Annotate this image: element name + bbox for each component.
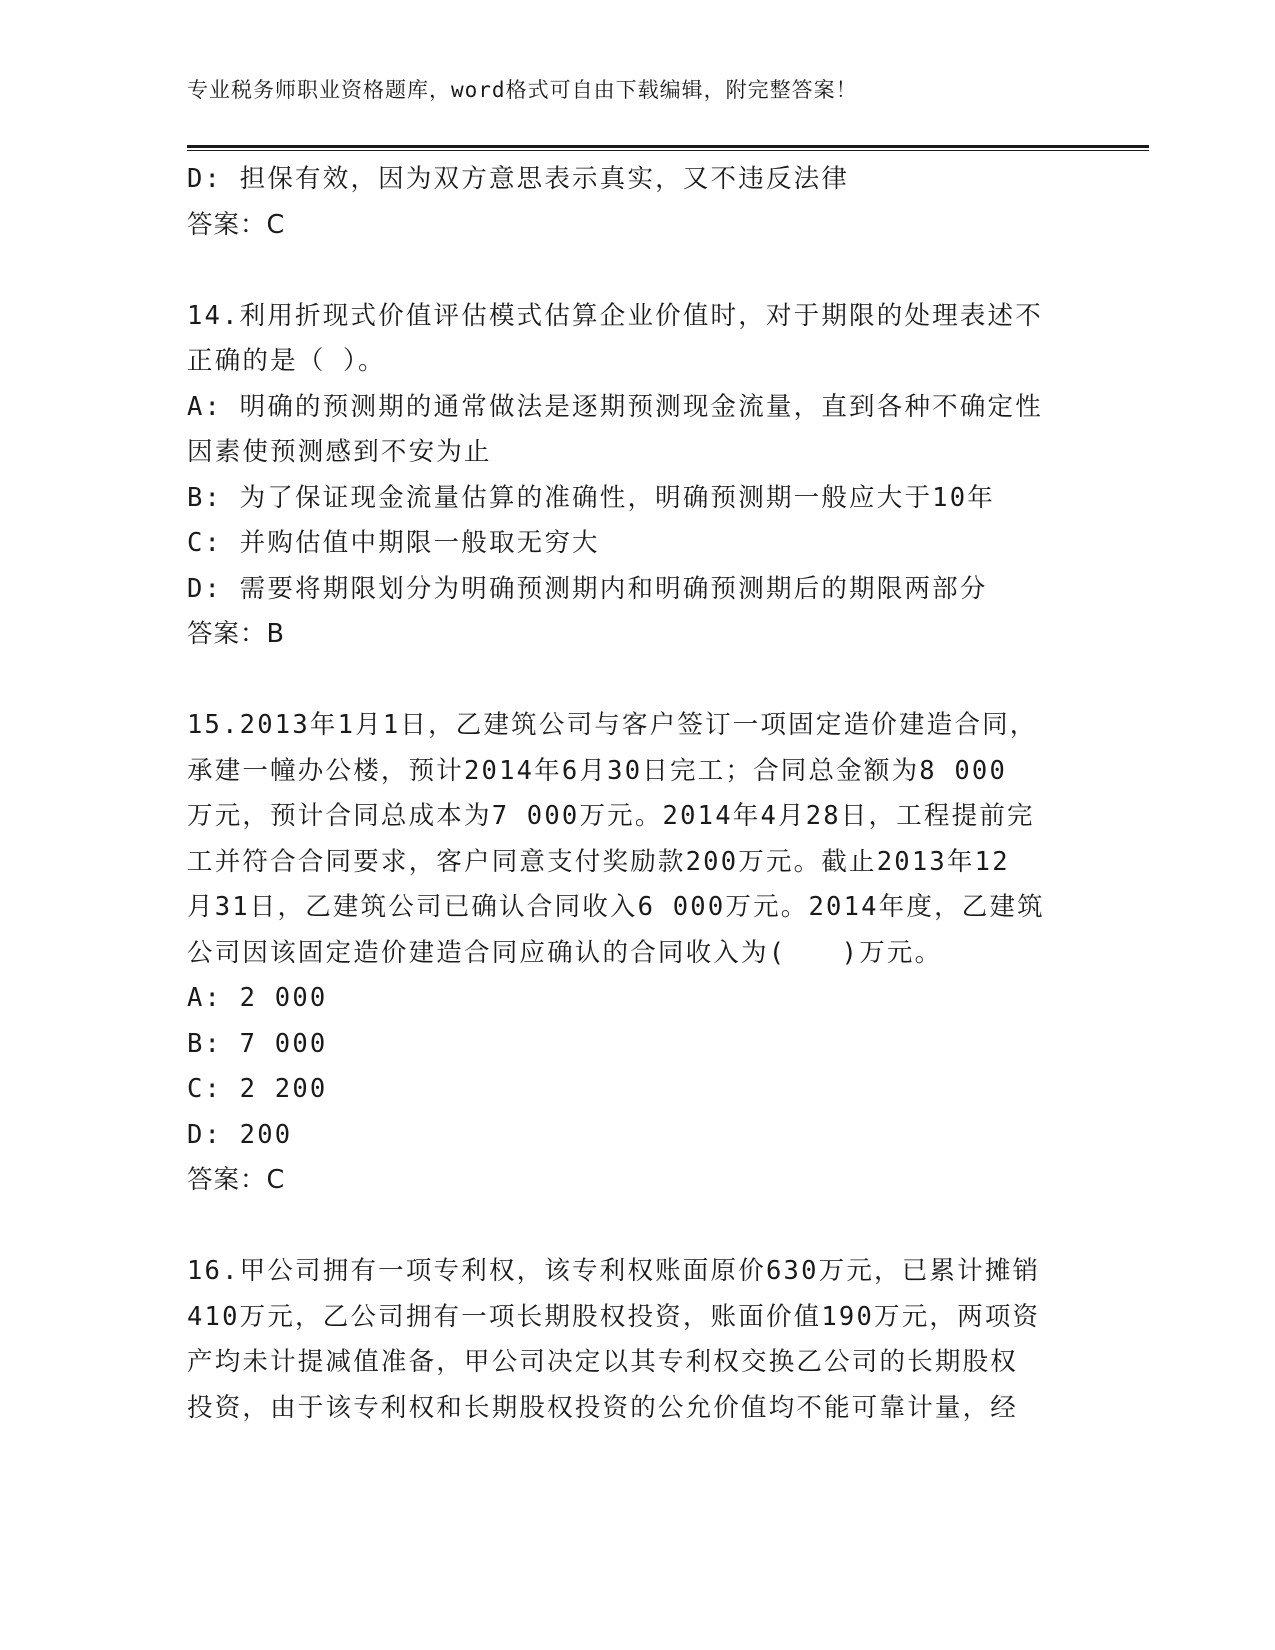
- q15-option-b: B: 7 000: [187, 1028, 328, 1059]
- q16-stem-line-1: 16.甲公司拥有一项专利权，该专利权账面原价630万元，已累计摊销: [187, 1256, 1041, 1286]
- spacer: [187, 1204, 1087, 1250]
- q14-stem-line-1: 14.利用折现式价值评估模式估算企业价值时，对于期限的处理表述不: [187, 300, 1043, 331]
- q14-option-b: B: 为了保证现金流量估算的准确性，明确预测期一般应大于10年: [187, 482, 995, 513]
- q15-option-d: D: 200: [187, 1119, 293, 1150]
- q15-stem-line-2: 承建一幢办公楼，预计2014年6月30日完工；合同总金额为8 000: [187, 755, 1008, 786]
- q14-option-d: D: 需要将期限划分为明确预测期内和明确预测期后的期限两部分: [187, 573, 988, 604]
- q13-answer: 答案：C: [187, 209, 286, 240]
- spacer: [187, 658, 1087, 704]
- header-rule: [187, 145, 1149, 151]
- document-body: [187, 157, 1087, 1431]
- q14-option-c: C: 并购估值中期限一般取无穷大: [187, 528, 600, 558]
- q16-stem-line-3: 产均未计提减值准备，甲公司决定以其专利权交换乙公司的长期股权: [187, 1347, 1019, 1377]
- q14-answer: 答案：B: [187, 619, 285, 649]
- q15-option-c: C: 2 200: [187, 1074, 328, 1104]
- q15-stem-line-3: 万元，预计合同总成本为7 000万元。2014年4月28日，工程提前完: [187, 801, 1035, 831]
- q15-stem-line-4: 工并符合合同要求，客户同意支付奖励款200万元。截止2013年12: [187, 846, 1010, 877]
- spacer: [187, 248, 1087, 294]
- q16-stem-line-4: 投资，由于该专利权和长期股权投资的公允价值均不能可靠计量，经: [187, 1392, 1019, 1423]
- q14-stem-line-2: 正确的是（ ）。: [187, 346, 386, 376]
- q14-option-a-line-2: 因素使预测感到不安为止: [187, 437, 492, 467]
- q15-stem-line-6: 公司因该固定造价建造合同应确认的合同收入为( )万元。: [187, 937, 943, 968]
- q15-answer: 答案：C: [187, 1165, 286, 1195]
- page-header: 专业税务师职业资格题库，word格式可自由下载编辑，附完整答案！: [187, 78, 858, 102]
- q13-option-d: D: 担保有效，因为双方意思表示真实，又不违反法律: [187, 164, 850, 194]
- q15-stem-line-1: 15.2013年1月1日，乙建筑公司与客户签订一项固定造价建造合同，: [187, 710, 1038, 740]
- q15-stem-line-5: 月31日，乙建筑公司已确认合同收入6 000万元。2014年度，乙建筑: [187, 892, 1045, 922]
- q14-option-a-line-1: A: 明确的预测期的通常做法是逐期预测现金流量，直到各种不确定性: [187, 391, 1043, 422]
- q15-option-a: A: 2 000: [187, 983, 328, 1013]
- q16-stem-line-2: 410万元，乙公司拥有一项长期股权投资，账面价值190万元，两项资: [187, 1301, 1041, 1332]
